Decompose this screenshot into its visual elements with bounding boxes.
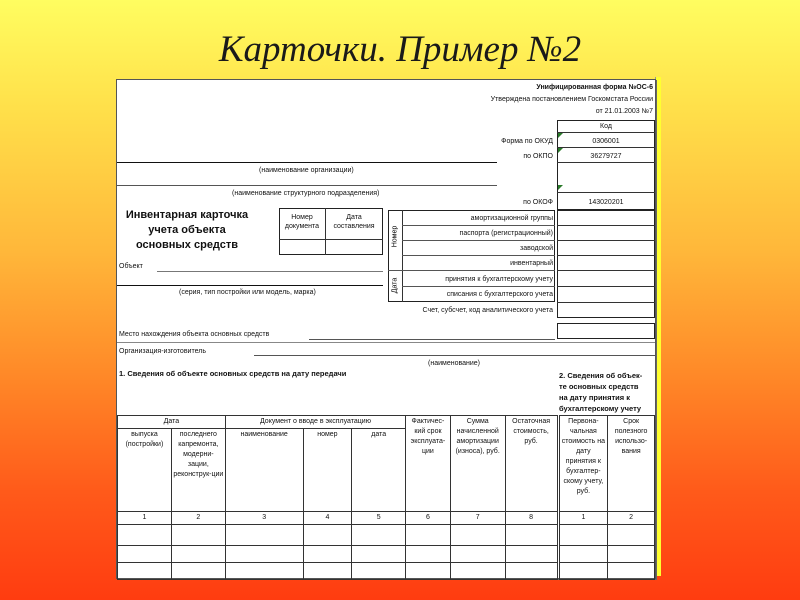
column-header: Первона-чальная стоимость на дату принятия к бухгалтер-скому учету, руб. (558, 416, 608, 512)
column-number: 5 (352, 512, 406, 525)
column-number: 8 (505, 512, 558, 525)
section2-title-line: бухгалтерскому учету (559, 404, 642, 413)
row-divider (402, 286, 555, 287)
table-cell[interactable] (118, 563, 172, 580)
table-cell[interactable] (558, 563, 608, 580)
table-row (118, 563, 655, 580)
table-cell[interactable] (406, 546, 451, 563)
department-caption: (наименование структурного подразделения) (232, 190, 380, 197)
approved-by-label: Утверждена постановлением Госкомстата России (490, 96, 653, 103)
date-group-header: Дата (118, 416, 226, 429)
table-cell[interactable] (118, 546, 172, 563)
column-number: 2 (608, 512, 655, 525)
column-number: 3 (225, 512, 303, 525)
depreciation-group-label: амортизационной группы (470, 215, 553, 222)
date-group-label: Дата (391, 277, 399, 294)
column-header: выпуска (постройки) (118, 429, 172, 512)
section1-title: 1. Сведения об объекте основных средств на дату передачи (119, 369, 347, 378)
manufacturer-line[interactable] (254, 355, 655, 356)
object-series-line[interactable] (117, 285, 383, 286)
slide-title: Карточки. Пример №2 (218, 29, 582, 70)
table-cell[interactable] (171, 563, 225, 580)
section2-title (559, 370, 642, 414)
column-number: 6 (406, 512, 451, 525)
number-group-label: Номер (391, 225, 399, 248)
cell-comment-marker (558, 185, 563, 190)
table-cell[interactable] (406, 563, 451, 580)
doc-date-header-line: Дата (346, 214, 362, 221)
table-cell[interactable] (450, 563, 505, 580)
account-input[interactable] (558, 303, 654, 317)
table-cell[interactable] (118, 525, 172, 546)
number-date-block (388, 210, 555, 302)
table-cell[interactable] (505, 525, 558, 546)
section2-title-line: на дату принятия к (559, 393, 630, 402)
table-cell[interactable] (303, 525, 352, 546)
okpo-value[interactable]: 36279727 (590, 153, 622, 160)
row-divider (388, 270, 555, 271)
table-cell[interactable] (352, 525, 406, 546)
group-label-divider (402, 210, 403, 302)
write-off-date-label: списания с бухгалтерского учета (446, 291, 553, 298)
passport-number-label: паспорта (регистрационный) (459, 230, 553, 237)
column-number-row (118, 512, 655, 525)
okpo-label: по ОКПО (523, 153, 553, 160)
doc-number-header-line: Номер (291, 214, 313, 221)
location-label: Место нахождения объекта основных средств (119, 331, 270, 338)
section2-title-line: те основных средств (559, 382, 639, 391)
okud-label: Форма по ОКУД (501, 138, 553, 145)
inventory-number-input[interactable] (558, 256, 654, 269)
table-cell[interactable] (450, 546, 505, 563)
column-header: Остаточная стоимость, руб. (505, 416, 558, 512)
object-line[interactable] (157, 271, 383, 272)
table-cell[interactable] (352, 546, 406, 563)
location-code-box[interactable] (557, 323, 655, 339)
column-number: 4 (303, 512, 352, 525)
table-cell[interactable] (303, 563, 352, 580)
card-title (117, 208, 257, 253)
table-cell[interactable] (450, 525, 505, 546)
organization-line[interactable] (117, 162, 497, 163)
doc-number-header-line: документа (284, 223, 320, 230)
code-divider (557, 132, 655, 133)
table-cell[interactable] (171, 546, 225, 563)
column-header: Фактичес-кий срок эксплуата-ции (406, 416, 451, 512)
object-details-table (117, 415, 655, 580)
column-header: Сумма начисленной амортизации (износа), руб. (450, 416, 505, 512)
okud-value[interactable]: 0306001 (592, 138, 620, 145)
table-cell[interactable] (505, 546, 558, 563)
code-divider (557, 162, 655, 163)
row-divider (402, 225, 555, 226)
doc-date-header-line: составления (333, 223, 375, 230)
object-caption: (серия, тип постройки или модель, марка) (179, 289, 316, 296)
table-cell[interactable] (608, 525, 655, 546)
column-number: 1 (558, 512, 608, 525)
doc-number-input[interactable] (280, 240, 325, 254)
factory-number-input[interactable] (558, 241, 654, 254)
acceptance-date-input[interactable] (558, 271, 654, 285)
doc-group-header: Документ о вводе в эксплуатацию (225, 416, 405, 429)
write-off-date-input[interactable] (558, 287, 654, 301)
section2-title-line: 2. Сведения об объек- (559, 371, 643, 380)
account-label: Счет, субсчет, код аналитического учета (422, 307, 553, 314)
table-cell[interactable] (558, 525, 608, 546)
okof-value[interactable]: 143020201 (588, 199, 624, 206)
table-cell[interactable] (352, 563, 406, 580)
card-title-line: Инвентарная карточка (125, 209, 249, 221)
doc-date-header (325, 213, 383, 231)
organization-caption: (наименование организации) (259, 167, 354, 174)
table-cell[interactable] (608, 546, 655, 563)
code-divider (557, 192, 655, 193)
unified-form-label: Унифицированная форма №ОС-6 (536, 84, 653, 91)
table-cell[interactable] (171, 525, 225, 546)
column-number: 7 (450, 512, 505, 525)
table-cell[interactable] (608, 563, 655, 580)
table-cell[interactable] (558, 546, 608, 563)
table-cell[interactable] (225, 525, 303, 546)
approved-date-label: от 21.01.2003 №7 (595, 108, 653, 115)
column-number: 1 (118, 512, 172, 525)
doc-number-header (279, 213, 325, 231)
table-cell[interactable] (505, 563, 558, 580)
inventory-number-label: инвентарный (510, 260, 553, 267)
object-label: Объект (119, 263, 143, 270)
acceptance-date-label: принятия к бухгалтерскому учету (445, 276, 553, 283)
table-cell[interactable] (303, 546, 352, 563)
department-line[interactable] (117, 185, 497, 186)
code-box (557, 120, 655, 210)
passport-number-input[interactable] (558, 226, 654, 239)
location-divider (117, 342, 655, 343)
column-header: наименование (225, 429, 303, 512)
table-row (118, 546, 655, 563)
table-cell[interactable] (406, 525, 451, 546)
code-divider (557, 147, 655, 148)
inventory-card-form (116, 79, 656, 579)
row-divider (402, 240, 555, 241)
manufacturer-label: Организация-изготовитель (119, 348, 206, 355)
card-title-line: основных средств (135, 239, 239, 251)
doc-date-input[interactable] (326, 240, 382, 254)
location-line[interactable] (309, 339, 555, 340)
column-header: дата (352, 429, 406, 512)
column-header: последнего капремонта, модерни-зации, реконструк-ции (171, 429, 225, 512)
okof-label: по ОКОФ (523, 199, 553, 206)
depreciation-group-input[interactable] (558, 211, 654, 224)
table-cell[interactable] (225, 546, 303, 563)
table-cell[interactable] (225, 563, 303, 580)
factory-number-label: заводской (519, 245, 553, 252)
column-header: Срок полезного использо-вания (608, 416, 655, 512)
row-divider (402, 255, 555, 256)
table-row (118, 525, 655, 546)
column-number: 2 (171, 512, 225, 525)
code-header: Код (600, 123, 612, 130)
manufacturer-caption: (наименование) (428, 360, 480, 367)
column-header: номер (303, 429, 352, 512)
card-title-line: учета объекта (148, 224, 226, 236)
